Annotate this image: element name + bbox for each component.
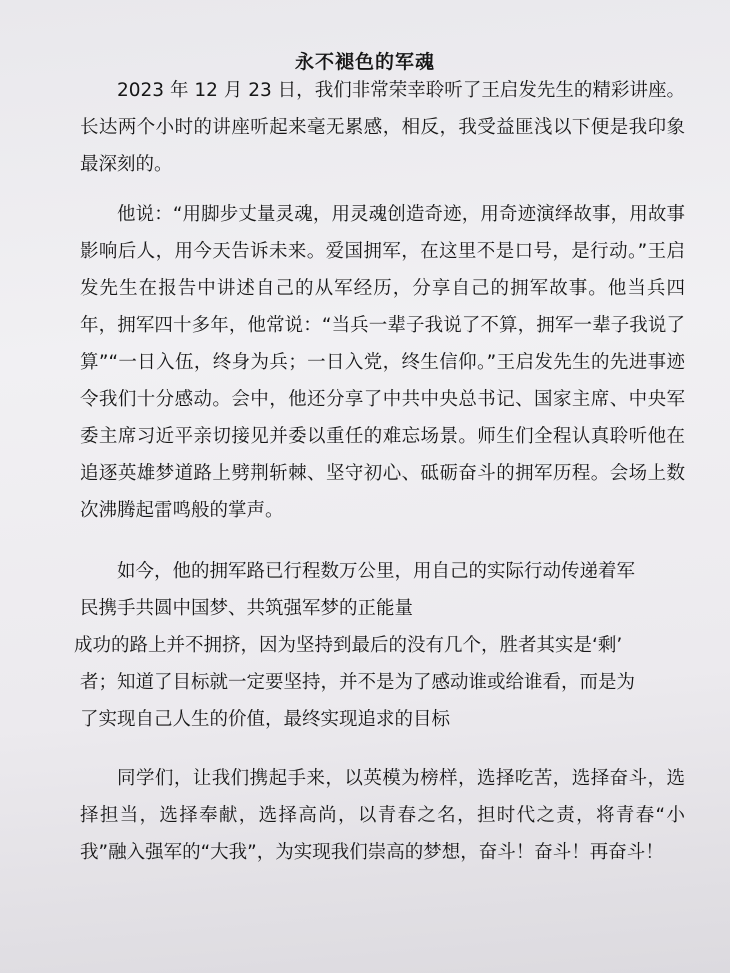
paragraph-3-line-2: 民携手共圆中国梦、共筑强军梦的正能量 xyxy=(80,598,414,619)
paragraph-1: 2023 年 12 月 23 日，我们非常荣幸聆听了王启发先生的精彩讲座。长达两个小时的讲座听起来毫无累感，相反，我受益匪浅以下便是我印象最深刻的。 xyxy=(80,80,685,175)
show-through-text xyxy=(210,2,510,24)
paragraph-3-line-1: 如今，他的拥军路已行程数万公里，用自己的实际行动传递着军 xyxy=(117,561,636,582)
paragraph-3-line-3: 成功的路上并不拥挤，因为坚持到最后的没有几个，胜者其实是‘剩’ xyxy=(74,635,623,656)
paragraph-3-line-5: 了实现自己人生的价值，最终实现追求的目标 xyxy=(80,709,451,730)
document-title: 永不褪色的军魂 xyxy=(294,50,435,73)
paragraph-2: 他说：“用脚步丈量灵魂，用灵魂创造奇迹，用奇迹演绎故事，用故事影响后人，用今天告诉未来。爱国拥军，在这里不是口号，是行动。”王启发先生在报告中讲述自己的从军经历，分享自己的拥军故事。他当兵四年，拥军四十多年，他常说：“当兵一辈子我说了不算，拥军一辈子我说了算”“一日入伍，终身为兵；一日入党，终生信仰。”王启发先生的先进事迹令我们十分感动。会中，他还分享了中共中央总书记、国家主席、中央军委主席习近平亲切接见并委以重任的难忘场景。师生们全程认真聆听他在追逐英雄梦道路上劈荆斩棘、坚守初心、砥砺奋斗的拥军历程。会场上数次沸腾起雷鸣般的掌声。 xyxy=(80,204,685,521)
paragraph-3-line-4: 者；知道了目标就一定要坚持，并不是为了感动谁或给谁看，而是为 xyxy=(80,672,636,693)
paragraph-3 xyxy=(74,553,685,738)
paragraph-4: 同学们，让我们携起手来，以英模为榜样，选择吃苦，选择奋斗，选择担当，选择奉献，选择高尚，以青春之名，担时代之责，将青春“小我”融入强军的“大我”，为实现我们崇高的梦想，奋斗！奋斗！再奋斗！ xyxy=(80,768,685,863)
